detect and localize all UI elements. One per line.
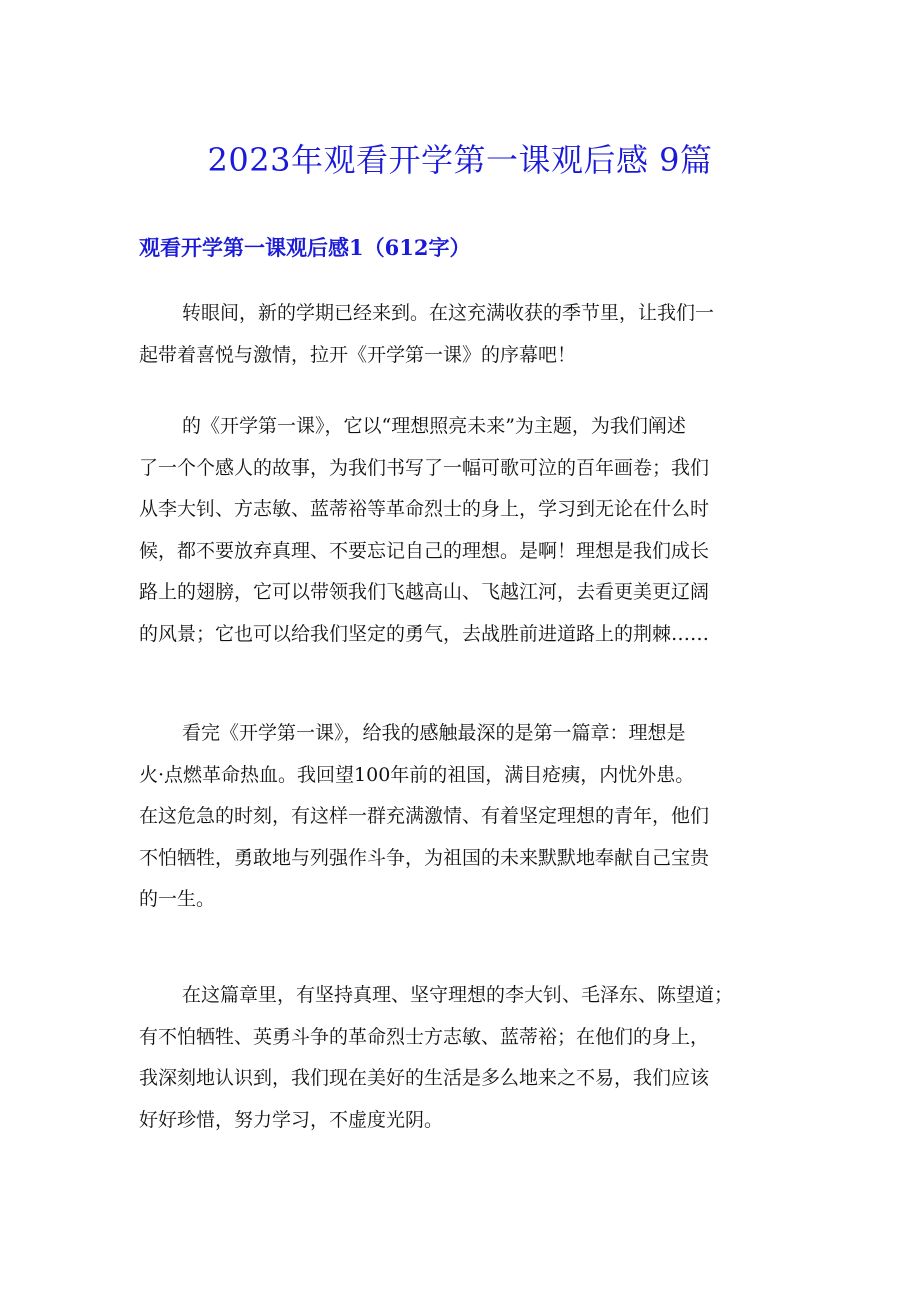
paragraph-line: 候，都不要放弃真理、不要忘记自己的理想。是啊！理想是我们成长: [139, 539, 710, 562]
paragraph-1: [139, 293, 781, 376]
paragraph-line: 好好珍惜，努力学习，不虚度光阴。: [139, 1108, 444, 1131]
paragraph-line: 的一生。: [139, 888, 216, 910]
paragraph-2: [139, 406, 781, 655]
paragraph-line: 有不怕牺牲、英勇斗争的革命烈士方志敏、蓝蒂裕；在他们的身上，: [139, 1025, 710, 1048]
paragraph-line: 在这危急的时刻，有这样一群充满激情、有着坚定理想的青年，他们: [139, 805, 710, 827]
paragraph-line: 火·点燃革命热血。我回望100年前的祖国，满目疮痍，内忧外患。: [139, 763, 695, 786]
paragraph-line: 路上的翅膀，它可以带领我们飞越高山、飞越江河，去看更美更辽阔: [139, 581, 710, 603]
paragraph-line: 看完《开学第一课》，给我的感触最深的是第一篇章：理想是: [182, 722, 686, 744]
paragraph-line: 从李大钊、方志敏、蓝蒂裕等革命烈士的身上，学习到无论在什么时: [139, 498, 710, 520]
paragraph-line: 我深刻地认识到，我们现在美好的生活是多么地来之不易，我们应该: [139, 1067, 710, 1089]
paragraph-4: [139, 975, 781, 1141]
paragraph-line: 不怕牺牲，勇敢地与列强作斗争，为祖国的未来默默地奉献自己宝贵: [139, 846, 710, 869]
paragraph-3: [139, 713, 781, 921]
paragraph-line: 起带着喜悦与激情，拉开《开学第一课》的序幕吧！: [139, 343, 577, 366]
paragraph-line: 转眼间，新的学期已经来到。在这充满收获的季节里，让我们一: [182, 302, 715, 324]
paragraph-line: 的风景；它也可以给我们坚定的勇气，去战胜前进道路上的荆棘……: [139, 622, 710, 645]
paragraph-line: 在这篇章里，有坚持真理、坚守理想的李大钊、毛泽东、陈望道；: [182, 984, 734, 1006]
paragraph-line: 的《开学第一课》，它以“理想照亮未来”为主题，为我们阐述: [182, 415, 686, 437]
paragraph-line: 了一个个感人的故事，为我们书写了一幅可歌可泣的百年画卷；我们: [139, 456, 710, 479]
section-heading: 观看开学第一课观后感1（612字）: [139, 235, 471, 260]
document-title: 2023年观看开学第一课观后感 9篇: [207, 141, 713, 179]
